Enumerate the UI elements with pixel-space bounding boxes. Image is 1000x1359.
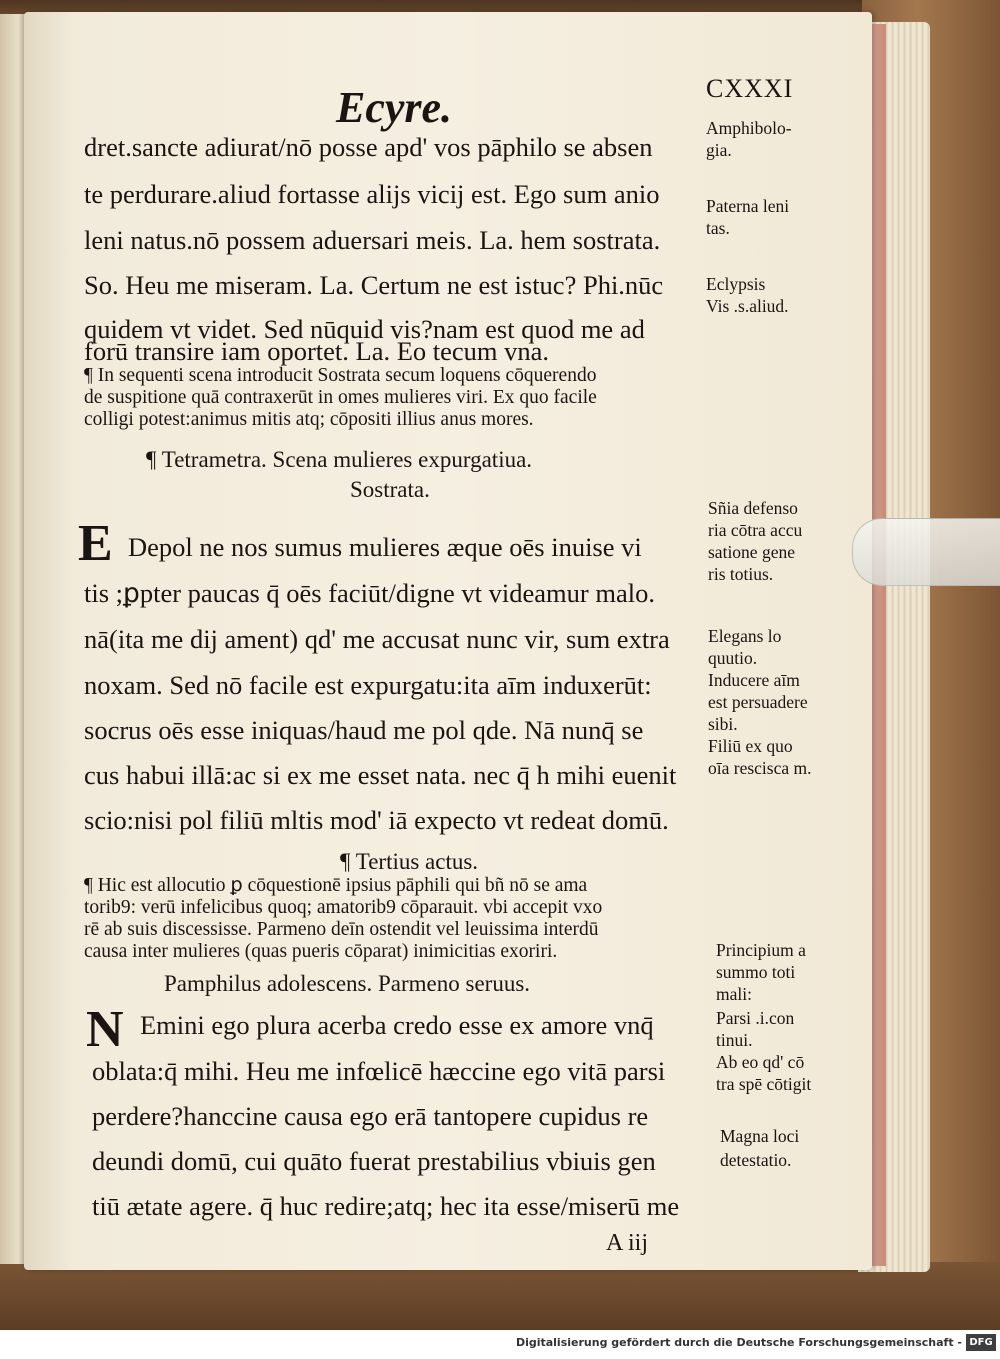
marginal-note: Amphibolo- [706,118,792,138]
dropcap-initial: E [78,515,113,572]
speech-line: noxam. Sed nō facile est expurgatu:ita aīm induxerūt: [84,670,652,700]
speech-line: scio:nisi pol filiū mltis mod' iā expecto vt redeat domū. [84,805,669,835]
marginal-note: Elegans lo [708,626,782,646]
marginal-note: Parsi .i.con [716,1008,795,1028]
marginal-note: est persuadere [708,692,808,712]
text-line: dret.sancte adiurat/nō posse apd' vos pāphilo se absen [84,132,653,162]
speech-line: nā(ita me dij ament) qd' me accusat nunc vir, sum extra [84,624,670,654]
speech-line: deundi domū, cui quāto fuerat prestabilius vbiuis gen [92,1146,656,1176]
marginal-note: Paterna leni [706,196,790,216]
dropcap-initial: N [86,1001,124,1058]
argument-line: rē ab suis discessisse. Parmeno deīn ostendit vel leuissima interdū [84,919,599,940]
red-edge-stain [872,24,886,1266]
marginal-note: satione gene [708,542,795,562]
text-line: leni natus.nō possem aduersari meis. La. hem sostrata. [84,225,661,255]
argument-line: colligi potest:animus mitis atq; cōpositi illius anus mores. [84,409,534,430]
argument-line: ¶ In sequenti scena introducit Sostrata secum loquens cōquerendo [84,365,597,386]
book-cover-bottom [0,1262,1000,1330]
speech-line: perdere?hanccine causa ego erā tantopere cupidus re [92,1101,649,1131]
speech-line: tis ;ꝑpter paucas q̄ oēs faciūt/digne vt videamur malo. [84,578,655,608]
speech-line: oblata:q̄ mihi. Heu me infœlicē hæccine ego vitā parsi [92,1056,666,1086]
signature-mark: A iij [606,1230,649,1256]
marginal-note: tas. [706,218,730,238]
meter-heading: ¶ Tetrametra. Scena mulieres expurgatiua. [146,447,533,472]
marginal-note: Vis .s.aliud. [706,296,789,316]
marginal-note: Eclypsis [706,274,766,294]
speech-line: Depol ne nos sumus mulieres æque oēs inuise vi [128,532,642,562]
act-heading: ¶ Tertius actus. [340,849,479,874]
folio-number: CXXXI [706,74,794,103]
speaker-heading: Sostrata. [350,477,430,502]
argument-line: causa inter mulieres (quas pueris cōparat) inimicitias exoriri. [84,941,558,962]
marginal-note: sibi. [708,714,738,734]
speakers-heading: Pamphilus adolescens. Parmeno seruus. [164,971,531,996]
speech-line: Emini ego plura acerba credo esse ex amore vnq̄ [140,1010,654,1040]
facing-page-edge [0,14,26,1264]
text-line: forū transire iam oportet. La. Eo tecum vna. [84,336,550,366]
marginal-note: detestatio. [720,1150,792,1170]
marginal-note: Sñia defenso [708,498,798,518]
marginal-note: quutio. [708,648,758,668]
marginal-note: Ab eo qd' cō [716,1052,805,1072]
marginal-note: oīa rescisca m. [708,758,812,778]
speech-line: socrus oēs esse iniquas/haud me pol qde. Nā nunq̄ se [84,715,644,745]
bookmark-strip [852,518,1000,586]
speech-line: cus habui illā:ac si ex me esset nata. nec q̄ h mihi euenit [84,760,677,790]
marginal-note: Magna loci [720,1126,800,1146]
argument-line: ¶ Hic est allocutio ꝑ cōquestionē ipsius pāphili qui bñ nō se ama [84,875,588,896]
marginal-note: ria cōtra accu [708,520,803,540]
marginal-note: ris totius. [708,564,774,584]
text-line: So. Heu me miseram. La. Certum ne est istuc? Phi.nūc [84,270,664,300]
text-line: te perdurare.aliud fortasse alijs vicij est. Ego sum anio [84,179,660,209]
speech-line: tiū ætate agere. q̄ huc redire;atq; hec ita esse/miserū me [92,1191,680,1221]
marginal-note: tinui. [716,1030,753,1050]
marginal-note: summo toti [716,962,796,982]
argument-line: de suspitione quā contraxerūt in omes mulieres viri. Ex quo facile [84,387,597,408]
marginal-note: Principium a [716,940,806,960]
dfg-logo: DFG [966,1334,996,1351]
marginal-note: mali: [716,984,752,1004]
marginal-note: gia. [706,140,732,160]
marginal-note: Inducere aīm [708,670,800,690]
funding-credit: Digitalisierung gefördert durch die Deutsche Forschungsgemeinschaft - [515,1336,962,1349]
text-line: quidem vt videt. Sed nūquid vis?nam est quod me ad [84,314,645,344]
marginal-note: Filiū ex quo [708,736,793,756]
argument-line: torib9: verū infelicibus quoq; amatorib9 cōparauit. vbi accepit vxo [84,897,603,918]
running-head: Ecyre. [336,83,453,132]
marginal-note: tra spē cōtigit [716,1074,812,1094]
